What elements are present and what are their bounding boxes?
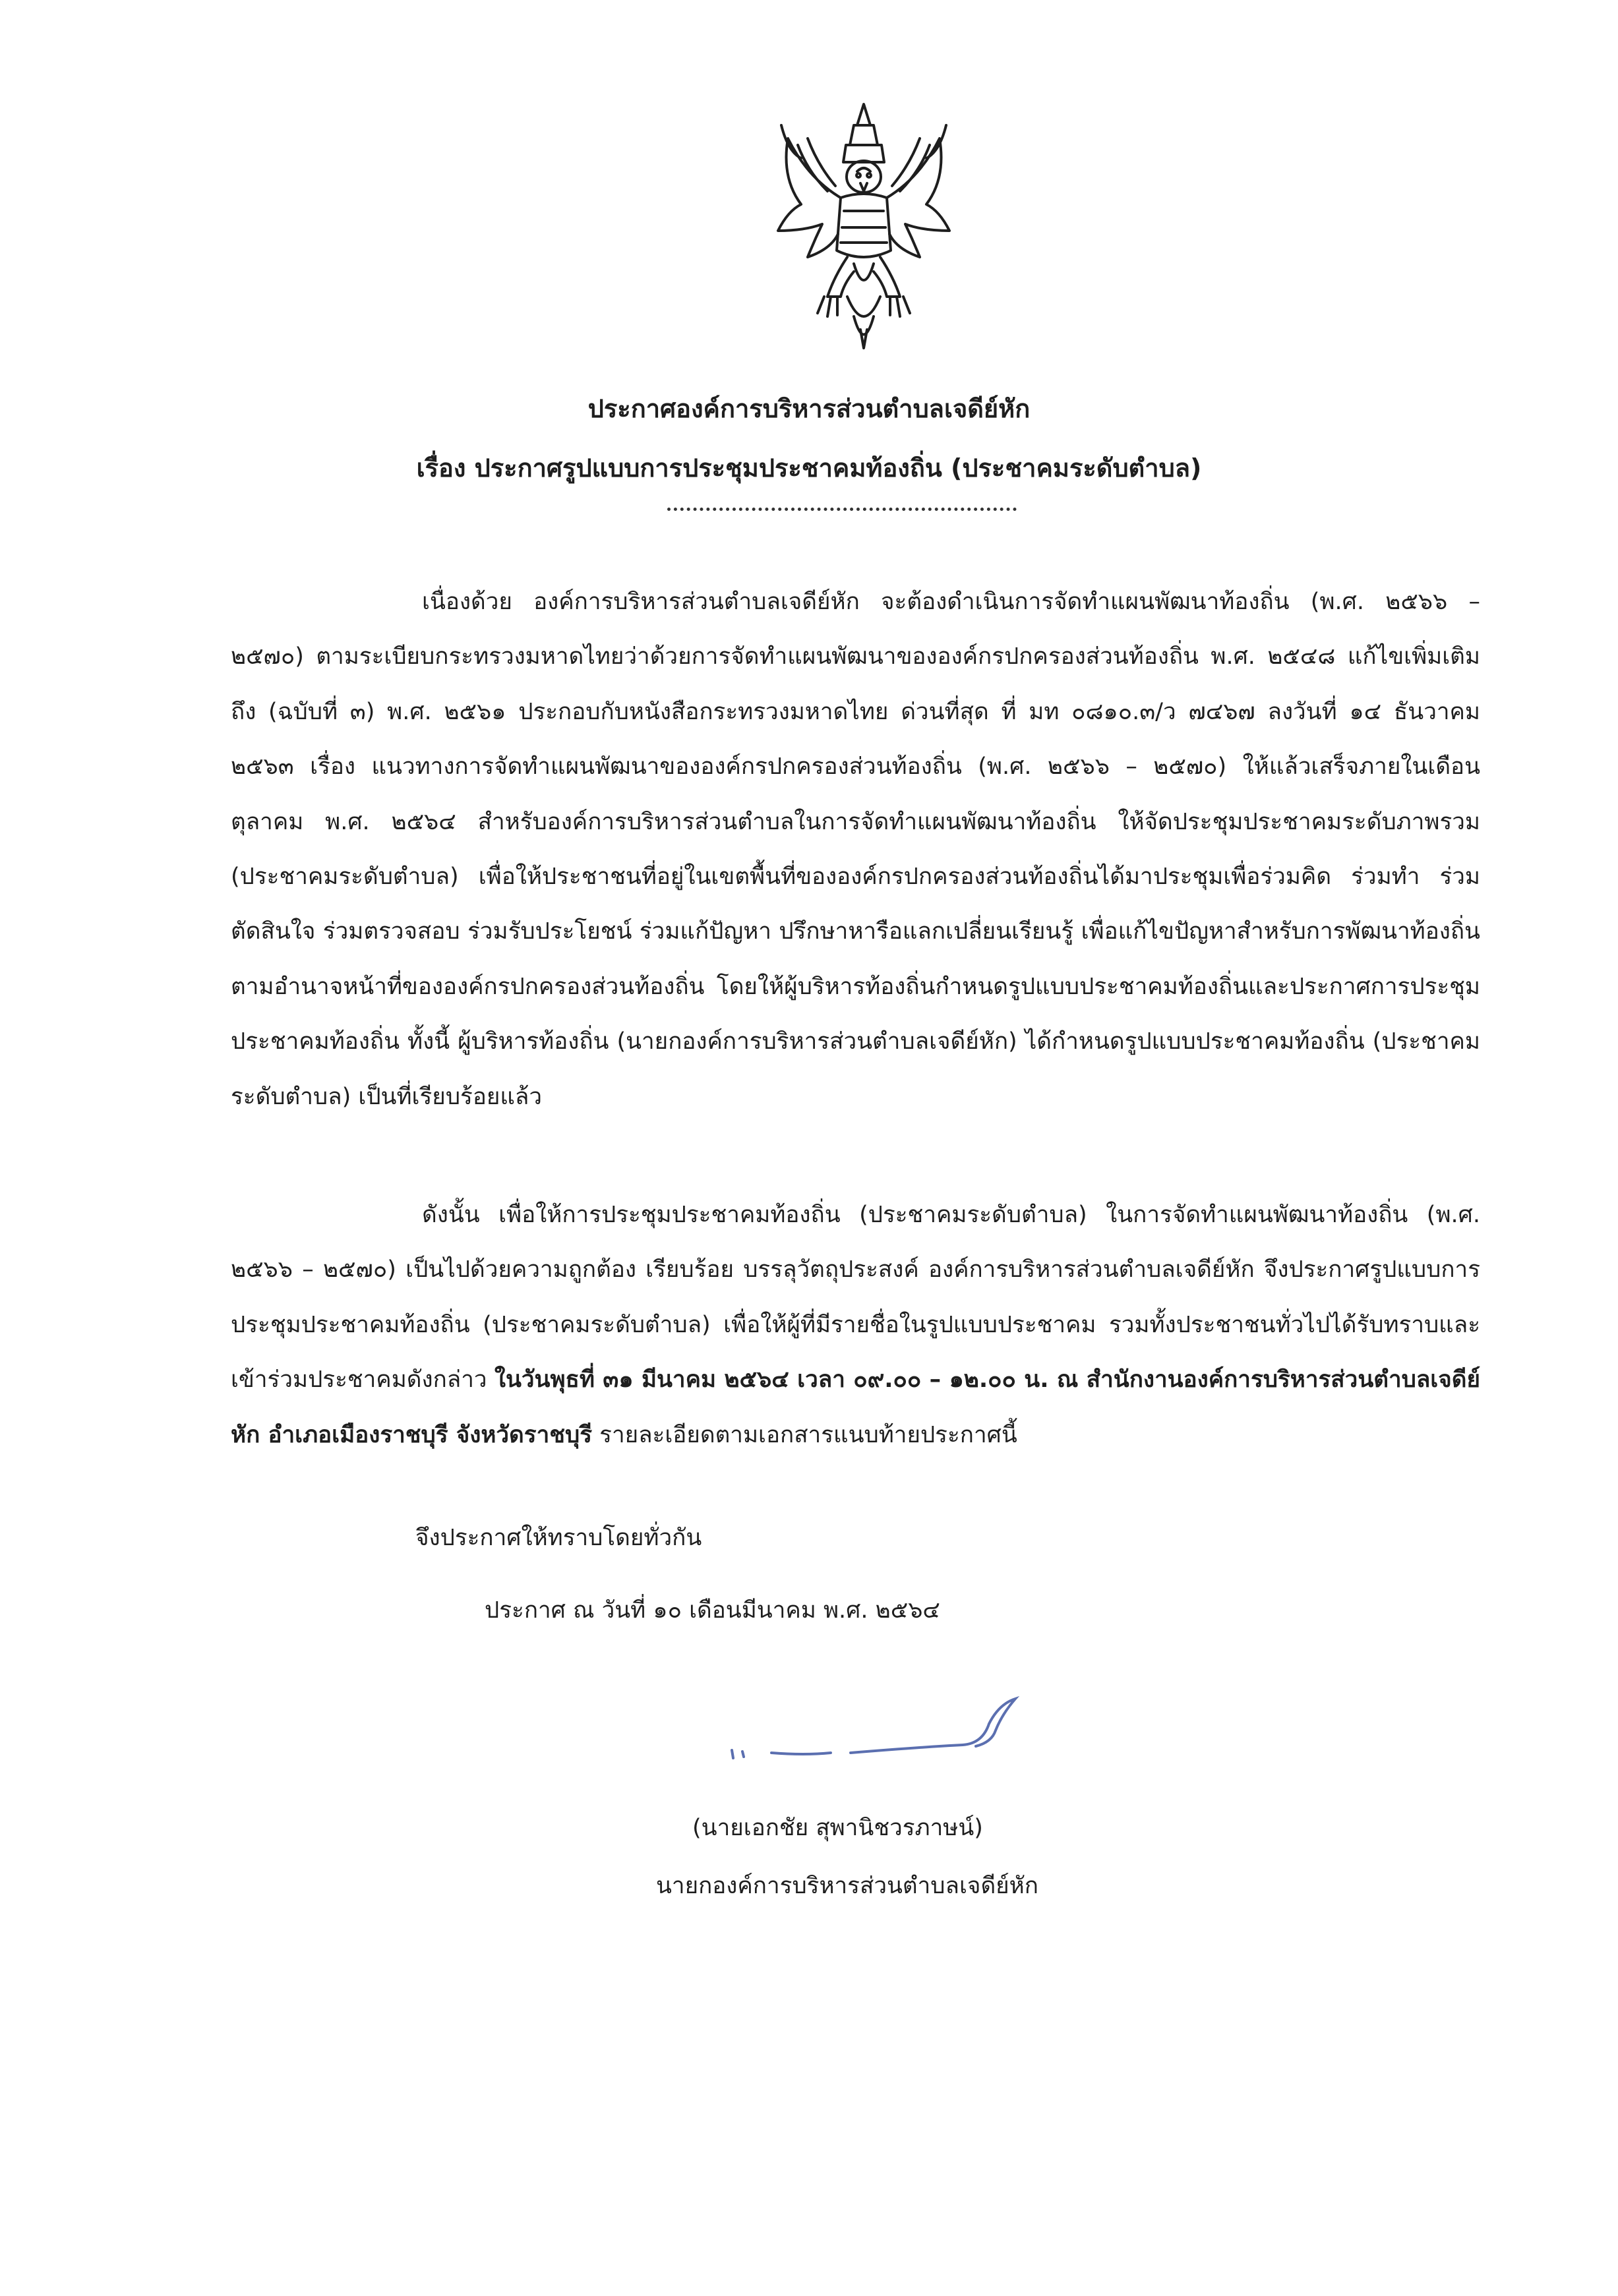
- paragraph-2-end: รายละเอียดตามเอกสารแนบท้ายประกาศนี้: [592, 1421, 1017, 1448]
- signatory-name: (นายเอกชัย สุพานิชวรภาษน์): [692, 1815, 983, 1841]
- closing-notice: จึงประกาศให้ทราบโดยทั่วกัน: [415, 1525, 702, 1551]
- document-subject: เรื่อง ประกาศรูปแบบการประชุมประชาคมท้องถิ่น (ประชาคมระดับตำบล): [416, 454, 1202, 483]
- announcement-date: ประกาศ ณ วันที่ ๑๐ เดือนมีนาคม พ.ศ. ๒๕๖๔: [485, 1597, 940, 1624]
- paragraph-2-start: ดังนั้น เพื่อให้การประชุมประชาคมท้องถิ่น (ประชาคมระดับตำบล) ในการจัดทำแผนพัฒนาท้องถิ่น (พ.ศ. ๒๕๖๖ – ๒๕๗๐) เป็นไปด้วยความถูกต้อง เรียบร้อย บรรลุวัตถุประสงค์ องค์การบริหารส่วนตำบลเจดีย์หัก จึงประกาศรูปแบบการประชุมประชาคมท้องถิ่น (ประชาคมระดับตำบล) เพื่อให้ผู้ที่มีรายชื่อในรูปแบบประชาคม รวมทั้งประชาชนทั่วไปได้รับทราบและเข้าร่วมประชาคมดังกล่าว: [231, 1202, 1480, 1394]
- signatory-position: นายกองค์การบริหารส่วนตำบลเจดีย์หัก: [656, 1873, 1038, 1899]
- document-title: ประกาศองค์การบริหารส่วนตำบลเจดีย์หัก: [587, 394, 1031, 423]
- separator-dots: [667, 508, 1017, 511]
- body-paragraph-1: เนื่องด้วย องค์การบริหารส่วนตำบลเจดีย์หัก จะต้องดำเนินการจัดทำแผนพัฒนาท้องถิ่น (พ.ศ. ๒๕๖๖ – ๒๕๗๐) ตามระเบียบกระทรวงมหาดไทยว่าด้วยการจัดทำแผนพัฒนาขององค์กรปกครองส่วนท้องถิ่น พ.ศ. ๒๕๔๘ แก้ไขเพิ่มเติมถึง (ฉบับที่ ๓) พ.ศ. ๒๕๖๑ ประกอบกับหนังสือกระทรวงมหาดไทย ด่วนที่สุด ที่ มท ๐๘๑๐.๓/ว ๗๔๖๗ ลงวันที่ ๑๔ ธันวาคม ๒๕๖๓ เรื่อง แนวทางการจัดทำแผนพัฒนาขององค์กรปกครองส่วนท้องถิ่น (พ.ศ. ๒๕๖๖ – ๒๕๗๐) ให้แล้วเสร็จภายในเดือนตุลาคม พ.ศ. ๒๕๖๔ สำหรับองค์การบริหารส่วนตำบลในการจัดทำแผนพัฒนาท้องถิ่น ให้จัดประชุมประชาคมระดับภาพรวม (ประชาคมระดับตำบล) เพื่อให้ประชาชนที่อยู่ในเขตพื้นที่ขององค์กรปกครองส่วนท้องถิ่นได้มาประชุมเพื่อร่วมคิด ร่วมทำ ร่วมตัดสินใจ ร่วมตรวจสอบ ร่วมรับประโยชน์ ร่วมแก้ปัญหา ปรึกษาหารือแลกเปลี่ยนเรียนรู้ เพื่อแก้ไขปัญหาสำหรับการพัฒนาท้องถิ่นตามอำนาจหน้าที่ขององค์กรปกครองส่วนท้องถิ่น โดยให้ผู้บริหารท้องถิ่นกำหนดรูปแบบประชาคมท้องถิ่นและประกาศการประชุมประชาคมท้องถิ่น ทั้งนี้ ผู้บริหารท้องถิ่น (นายกองค์การบริหารส่วนตำบลเจดีย์หัก) ได้กำหนดรูปแบบประชาคมท้องถิ่น (ประชาคมระดับตำบล) เป็นที่เรียบร้อยแล้ว: [231, 589, 1480, 1110]
- meeting-date-location: ในวันพุธที่ ๓๑ มีนาคม ๒๕๖๔ เวลา ๐๙.๐๐ – ๑๒.๐๐ น. ณ สำนักงานองค์การบริหารส่วนตำบลเจดีย์หัก อำเภอเมืองราชบุรี จังหวัดราชบุรี: [231, 1367, 1480, 1448]
- garuda-emblem: [762, 99, 966, 356]
- signature-scribble: [725, 1684, 1029, 1770]
- body-paragraph-2: [231, 1188, 1480, 1463]
